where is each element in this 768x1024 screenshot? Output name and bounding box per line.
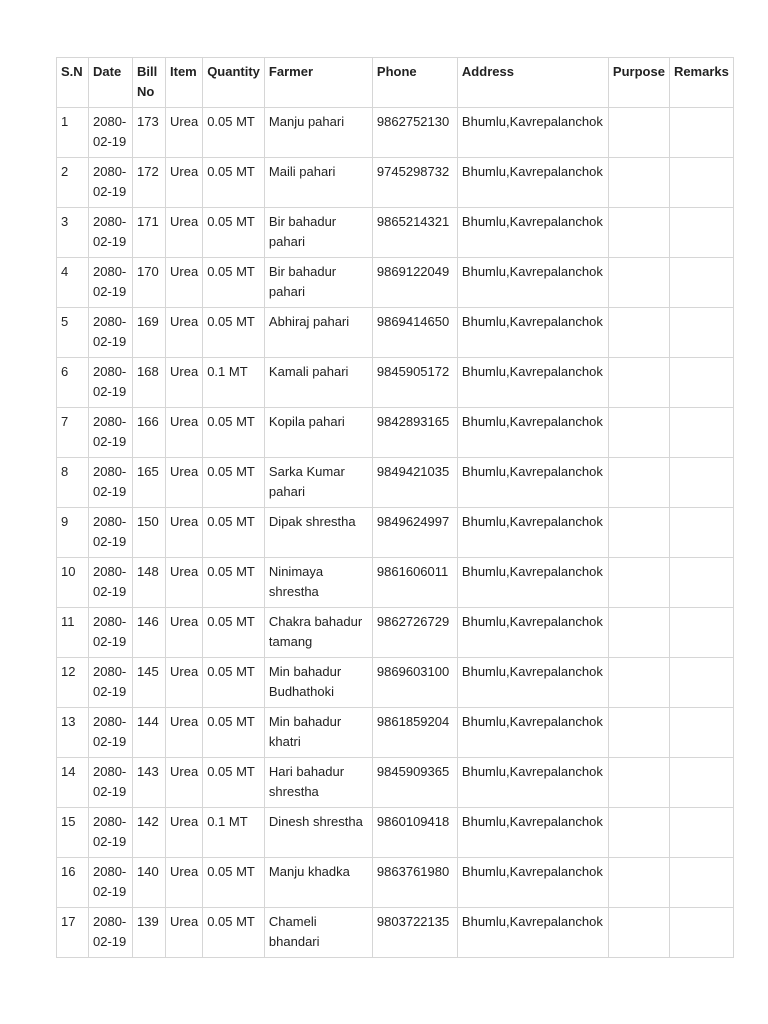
table-row	[57, 608, 734, 658]
cell-sn: 15	[57, 808, 89, 858]
cell-remarks	[669, 908, 733, 958]
cell-phone: 9845909365	[372, 758, 457, 808]
cell-date: 2080-02-19	[89, 108, 133, 158]
table-row	[57, 358, 734, 408]
table-row	[57, 708, 734, 758]
cell-phone: 9865214321	[372, 208, 457, 258]
cell-address: Bhumlu,Kavrepalanchok	[457, 758, 608, 808]
cell-bill-no: 140	[133, 858, 166, 908]
cell-item: Urea	[166, 308, 203, 358]
cell-farmer: Abhiraj pahari	[264, 308, 372, 358]
header-date: Date	[89, 58, 133, 108]
header-item: Item	[166, 58, 203, 108]
cell-sn: 4	[57, 258, 89, 308]
header-phone: Phone	[372, 58, 457, 108]
cell-item: Urea	[166, 258, 203, 308]
cell-purpose	[608, 708, 669, 758]
cell-purpose	[608, 108, 669, 158]
cell-quantity: 0.05 MT	[203, 608, 265, 658]
cell-date: 2080-02-19	[89, 658, 133, 708]
cell-remarks	[669, 458, 733, 508]
cell-date: 2080-02-19	[89, 308, 133, 358]
cell-phone: 9803722135	[372, 908, 457, 958]
cell-remarks	[669, 408, 733, 458]
cell-item: Urea	[166, 808, 203, 858]
cell-quantity: 0.1 MT	[203, 358, 265, 408]
cell-date: 2080-02-19	[89, 758, 133, 808]
cell-remarks	[669, 658, 733, 708]
cell-bill-no: 172	[133, 158, 166, 208]
table-header-row	[57, 58, 734, 108]
header-quantity: Quantity	[203, 58, 265, 108]
cell-bill-no: 166	[133, 408, 166, 458]
cell-farmer: Dinesh shrestha	[264, 808, 372, 858]
cell-phone: 9862752130	[372, 108, 457, 158]
cell-item: Urea	[166, 708, 203, 758]
cell-remarks	[669, 558, 733, 608]
cell-farmer: Manju khadka	[264, 858, 372, 908]
cell-date: 2080-02-19	[89, 808, 133, 858]
header-farmer: Farmer	[264, 58, 372, 108]
cell-sn: 14	[57, 758, 89, 808]
cell-phone: 9745298732	[372, 158, 457, 208]
cell-bill-no: 139	[133, 908, 166, 958]
cell-quantity: 0.05 MT	[203, 508, 265, 558]
cell-phone: 9869603100	[372, 658, 457, 708]
cell-purpose	[608, 908, 669, 958]
table-row	[57, 208, 734, 258]
cell-purpose	[608, 408, 669, 458]
table-row	[57, 758, 734, 808]
cell-purpose	[608, 158, 669, 208]
cell-sn: 17	[57, 908, 89, 958]
cell-farmer: Chameli bhandari	[264, 908, 372, 958]
cell-purpose	[608, 608, 669, 658]
cell-bill-no: 142	[133, 808, 166, 858]
cell-farmer: Dipak shrestha	[264, 508, 372, 558]
cell-phone: 9842893165	[372, 408, 457, 458]
cell-address: Bhumlu,Kavrepalanchok	[457, 158, 608, 208]
cell-address: Bhumlu,Kavrepalanchok	[457, 108, 608, 158]
cell-purpose	[608, 758, 669, 808]
cell-item: Urea	[166, 158, 203, 208]
cell-sn: 5	[57, 308, 89, 358]
cell-bill-no: 169	[133, 308, 166, 358]
cell-farmer: Chakra bahadur tamang	[264, 608, 372, 658]
cell-date: 2080-02-19	[89, 158, 133, 208]
cell-phone: 9869122049	[372, 258, 457, 308]
cell-farmer: Bir bahadur pahari	[264, 208, 372, 258]
cell-quantity: 0.05 MT	[203, 158, 265, 208]
table-row	[57, 408, 734, 458]
cell-farmer: Kamali pahari	[264, 358, 372, 408]
cell-quantity: 0.05 MT	[203, 258, 265, 308]
cell-item: Urea	[166, 508, 203, 558]
cell-quantity: 0.05 MT	[203, 658, 265, 708]
cell-sn: 10	[57, 558, 89, 608]
cell-address: Bhumlu,Kavrepalanchok	[457, 608, 608, 658]
cell-sn: 7	[57, 408, 89, 458]
cell-address: Bhumlu,Kavrepalanchok	[457, 508, 608, 558]
cell-item: Urea	[166, 558, 203, 608]
cell-remarks	[669, 108, 733, 158]
cell-bill-no: 144	[133, 708, 166, 758]
cell-item: Urea	[166, 908, 203, 958]
cell-quantity: 0.05 MT	[203, 108, 265, 158]
cell-item: Urea	[166, 608, 203, 658]
table-row	[57, 558, 734, 608]
cell-remarks	[669, 508, 733, 558]
cell-remarks	[669, 208, 733, 258]
cell-address: Bhumlu,Kavrepalanchok	[457, 858, 608, 908]
table-row	[57, 308, 734, 358]
cell-bill-no: 170	[133, 258, 166, 308]
cell-remarks	[669, 358, 733, 408]
cell-bill-no: 173	[133, 108, 166, 158]
cell-date: 2080-02-19	[89, 408, 133, 458]
cell-farmer: Ninimaya shrestha	[264, 558, 372, 608]
cell-phone: 9849624997	[372, 508, 457, 558]
cell-quantity: 0.05 MT	[203, 208, 265, 258]
table-row	[57, 858, 734, 908]
cell-sn: 2	[57, 158, 89, 208]
cell-item: Urea	[166, 458, 203, 508]
document-page	[56, 57, 734, 958]
header-bill-no: Bill No	[133, 58, 166, 108]
cell-sn: 3	[57, 208, 89, 258]
cell-item: Urea	[166, 358, 203, 408]
cell-farmer: Kopila pahari	[264, 408, 372, 458]
cell-quantity: 0.05 MT	[203, 558, 265, 608]
cell-quantity: 0.05 MT	[203, 308, 265, 358]
cell-farmer: Sarka Kumar pahari	[264, 458, 372, 508]
cell-bill-no: 165	[133, 458, 166, 508]
cell-sn: 8	[57, 458, 89, 508]
table-row	[57, 108, 734, 158]
cell-remarks	[669, 808, 733, 858]
cell-date: 2080-02-19	[89, 608, 133, 658]
cell-date: 2080-02-19	[89, 858, 133, 908]
cell-purpose	[608, 658, 669, 708]
cell-quantity: 0.05 MT	[203, 758, 265, 808]
cell-phone: 9863761980	[372, 858, 457, 908]
cell-purpose	[608, 858, 669, 908]
cell-bill-no: 150	[133, 508, 166, 558]
cell-quantity: 0.05 MT	[203, 408, 265, 458]
cell-quantity: 0.1 MT	[203, 808, 265, 858]
cell-phone: 9845905172	[372, 358, 457, 408]
cell-item: Urea	[166, 408, 203, 458]
cell-remarks	[669, 858, 733, 908]
cell-date: 2080-02-19	[89, 208, 133, 258]
cell-phone: 9860109418	[372, 808, 457, 858]
cell-remarks	[669, 608, 733, 658]
cell-quantity: 0.05 MT	[203, 858, 265, 908]
cell-purpose	[608, 358, 669, 408]
cell-date: 2080-02-19	[89, 508, 133, 558]
cell-bill-no: 171	[133, 208, 166, 258]
cell-address: Bhumlu,Kavrepalanchok	[457, 558, 608, 608]
table-body	[57, 108, 734, 958]
cell-remarks	[669, 308, 733, 358]
header-purpose: Purpose	[608, 58, 669, 108]
cell-remarks	[669, 158, 733, 208]
table-row	[57, 508, 734, 558]
cell-sn: 6	[57, 358, 89, 408]
cell-address: Bhumlu,Kavrepalanchok	[457, 358, 608, 408]
cell-phone: 9861606011	[372, 558, 457, 608]
cell-address: Bhumlu,Kavrepalanchok	[457, 458, 608, 508]
cell-purpose	[608, 208, 669, 258]
cell-sn: 1	[57, 108, 89, 158]
cell-date: 2080-02-19	[89, 458, 133, 508]
cell-remarks	[669, 758, 733, 808]
cell-sn: 16	[57, 858, 89, 908]
cell-date: 2080-02-19	[89, 358, 133, 408]
table-row	[57, 658, 734, 708]
cell-address: Bhumlu,Kavrepalanchok	[457, 908, 608, 958]
cell-phone: 9849421035	[372, 458, 457, 508]
cell-item: Urea	[166, 858, 203, 908]
header-remarks: Remarks	[669, 58, 733, 108]
cell-remarks	[669, 708, 733, 758]
table-row	[57, 458, 734, 508]
cell-farmer: Hari bahadur shrestha	[264, 758, 372, 808]
cell-phone: 9861859204	[372, 708, 457, 758]
fertilizer-distribution-table	[56, 57, 734, 958]
cell-address: Bhumlu,Kavrepalanchok	[457, 658, 608, 708]
cell-bill-no: 145	[133, 658, 166, 708]
cell-farmer: Bir bahadur pahari	[264, 258, 372, 308]
cell-date: 2080-02-19	[89, 708, 133, 758]
cell-farmer: Maili pahari	[264, 158, 372, 208]
table-row	[57, 258, 734, 308]
cell-date: 2080-02-19	[89, 258, 133, 308]
cell-bill-no: 143	[133, 758, 166, 808]
cell-purpose	[608, 308, 669, 358]
cell-purpose	[608, 258, 669, 308]
cell-phone: 9869414650	[372, 308, 457, 358]
cell-date: 2080-02-19	[89, 558, 133, 608]
table-row	[57, 808, 734, 858]
cell-item: Urea	[166, 208, 203, 258]
cell-address: Bhumlu,Kavrepalanchok	[457, 208, 608, 258]
cell-address: Bhumlu,Kavrepalanchok	[457, 708, 608, 758]
cell-purpose	[608, 508, 669, 558]
cell-phone: 9862726729	[372, 608, 457, 658]
header-sn: S.N	[57, 58, 89, 108]
cell-bill-no: 146	[133, 608, 166, 658]
cell-farmer: Min bahadur khatri	[264, 708, 372, 758]
cell-address: Bhumlu,Kavrepalanchok	[457, 258, 608, 308]
cell-farmer: Manju pahari	[264, 108, 372, 158]
cell-item: Urea	[166, 108, 203, 158]
cell-purpose	[608, 458, 669, 508]
cell-address: Bhumlu,Kavrepalanchok	[457, 808, 608, 858]
cell-quantity: 0.05 MT	[203, 458, 265, 508]
cell-remarks	[669, 258, 733, 308]
cell-quantity: 0.05 MT	[203, 908, 265, 958]
header-address: Address	[457, 58, 608, 108]
cell-purpose	[608, 558, 669, 608]
cell-address: Bhumlu,Kavrepalanchok	[457, 408, 608, 458]
cell-address: Bhumlu,Kavrepalanchok	[457, 308, 608, 358]
cell-sn: 13	[57, 708, 89, 758]
table-row	[57, 158, 734, 208]
cell-item: Urea	[166, 758, 203, 808]
cell-bill-no: 148	[133, 558, 166, 608]
cell-sn: 11	[57, 608, 89, 658]
cell-bill-no: 168	[133, 358, 166, 408]
cell-farmer: Min bahadur Budhathoki	[264, 658, 372, 708]
cell-purpose	[608, 808, 669, 858]
table-row	[57, 908, 734, 958]
cell-sn: 9	[57, 508, 89, 558]
cell-date: 2080-02-19	[89, 908, 133, 958]
cell-quantity: 0.05 MT	[203, 708, 265, 758]
cell-item: Urea	[166, 658, 203, 708]
cell-sn: 12	[57, 658, 89, 708]
